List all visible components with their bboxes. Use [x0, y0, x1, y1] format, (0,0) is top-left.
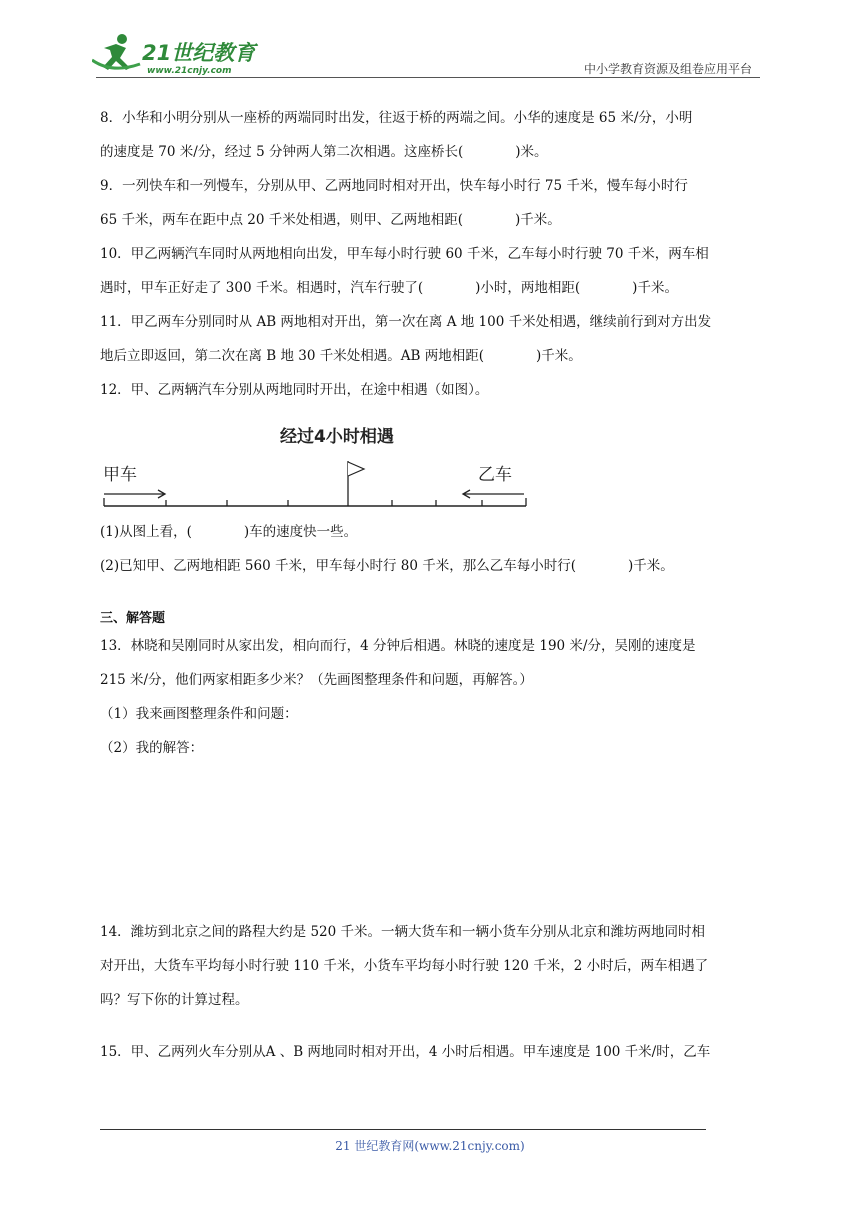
q9-line-2: 65 千米，两车在距中点 20 千米处相遇，则甲、乙两地相距( )千米。	[100, 212, 561, 228]
question-14	[100, 915, 764, 1017]
answer-space	[100, 1017, 764, 1035]
q9-line-1: 9．一列快车和一列慢车，分别从甲、乙两地同时相对开出，快车每小时行 75 千米，慢车每小时行	[100, 178, 688, 194]
header-slogan: 中小学教育资源及组卷应用平台	[583, 62, 752, 76]
footer-text[interactable]: 21 世纪教育网(www.21cnjy.com)	[335, 1139, 525, 1153]
diagram-left-label: 甲车	[103, 465, 137, 485]
flag-icon	[348, 461, 364, 506]
q12-line-1: 12．甲、乙两辆汽车分别从两地同时开出，在途中相遇（如图）。	[100, 382, 489, 398]
left-arrow-icon	[104, 490, 165, 498]
diagram-right-label: 乙车	[478, 465, 512, 485]
logo-url: www.21cnjy.com	[147, 66, 232, 76]
q14-line-3: 吗？写下你的计算过程。	[100, 992, 249, 1008]
meeting-diagram	[100, 415, 540, 515]
document-body	[100, 101, 764, 1069]
diagram-title: 经过4小时相遇	[280, 427, 394, 447]
question-11	[100, 305, 764, 373]
q10-line-2: 遇时，甲车正好走了 300 千米。相遇时，汽车行驶了( )小时，两地相距( )千米。	[100, 280, 678, 296]
q13-part-2: （2）我的解答：	[100, 740, 204, 756]
q8-line-2: 的速度是 70 米/分，经过 5 分钟两人第二次相遇。这座桥长( )米。	[100, 144, 548, 160]
q12-part-2: (2)已知甲、乙两地相距 560 千米，甲车每小时行 80 千米，那么乙车每小时行( )千米。	[100, 558, 674, 574]
question-8	[100, 101, 764, 169]
header-divider	[96, 77, 760, 78]
section-heading: 三、解答题	[100, 611, 166, 626]
q12-part-1: (1)从图上看，( )车的速度快一些。	[100, 524, 358, 540]
question-15	[100, 1035, 764, 1069]
question-9	[100, 169, 764, 237]
footer-divider	[100, 1129, 706, 1130]
q11-line-2: 地后立即返回，第二次在离 B 地 30 千米处相遇。AB 两地相距( )千米。	[100, 348, 582, 364]
q14-line-1: 14．潍坊到北京之间的路程大约是 520 千米。一辆大货车和一辆小货车分别从北京和潍坊两地同时相	[100, 924, 706, 940]
logo-text: 21世纪教育	[142, 41, 256, 65]
q13-line-1: 13．林晓和吴刚同时从家出发，相向而行，4 分钟后相遇。林晓的速度是 190 米/分，吴刚的速度是	[100, 638, 696, 654]
q10-line-1: 10．甲乙两辆汽车同时从两地相向出发，甲车每小时行驶 60 千米，乙车每小时行驶 70 千米，两车相	[100, 246, 709, 262]
q11-line-1: 11．甲乙两车分别同时从 AB 两地相对开出，第一次在离 A 地 100 千米处相遇，继续前行到对方出发	[100, 314, 712, 330]
site-logo	[92, 30, 262, 78]
runner-icon	[92, 34, 140, 70]
question-10	[100, 237, 764, 305]
q14-line-2: 对开出，大货车平均每小时行驶 110 千米，小货车平均每小时行驶 120 千米，2 小时后，两车相遇了	[100, 958, 709, 974]
q13-part-1: （1）我来画图整理条件和问题：	[100, 706, 298, 722]
q8-line-1: 8．小华和小明分别从一座桥的两端同时出发，往返于桥的两端之间。小华的速度是 65 米/分，小明	[100, 110, 693, 126]
q13-line-2: 215 米/分，他们两家相距多少米？（先画图整理条件和问题，再解答。）	[100, 672, 533, 688]
right-arrow-icon	[463, 490, 524, 498]
answer-space[interactable]	[100, 765, 764, 915]
q15-line-1: 15．甲、乙两列火车分别从A 、B 两地同时相对开出，4 小时后相遇。甲车速度是 100 千米/时，乙车	[100, 1044, 711, 1060]
question-12	[100, 373, 764, 407]
distance-line	[104, 498, 526, 506]
question-13	[100, 629, 764, 765]
